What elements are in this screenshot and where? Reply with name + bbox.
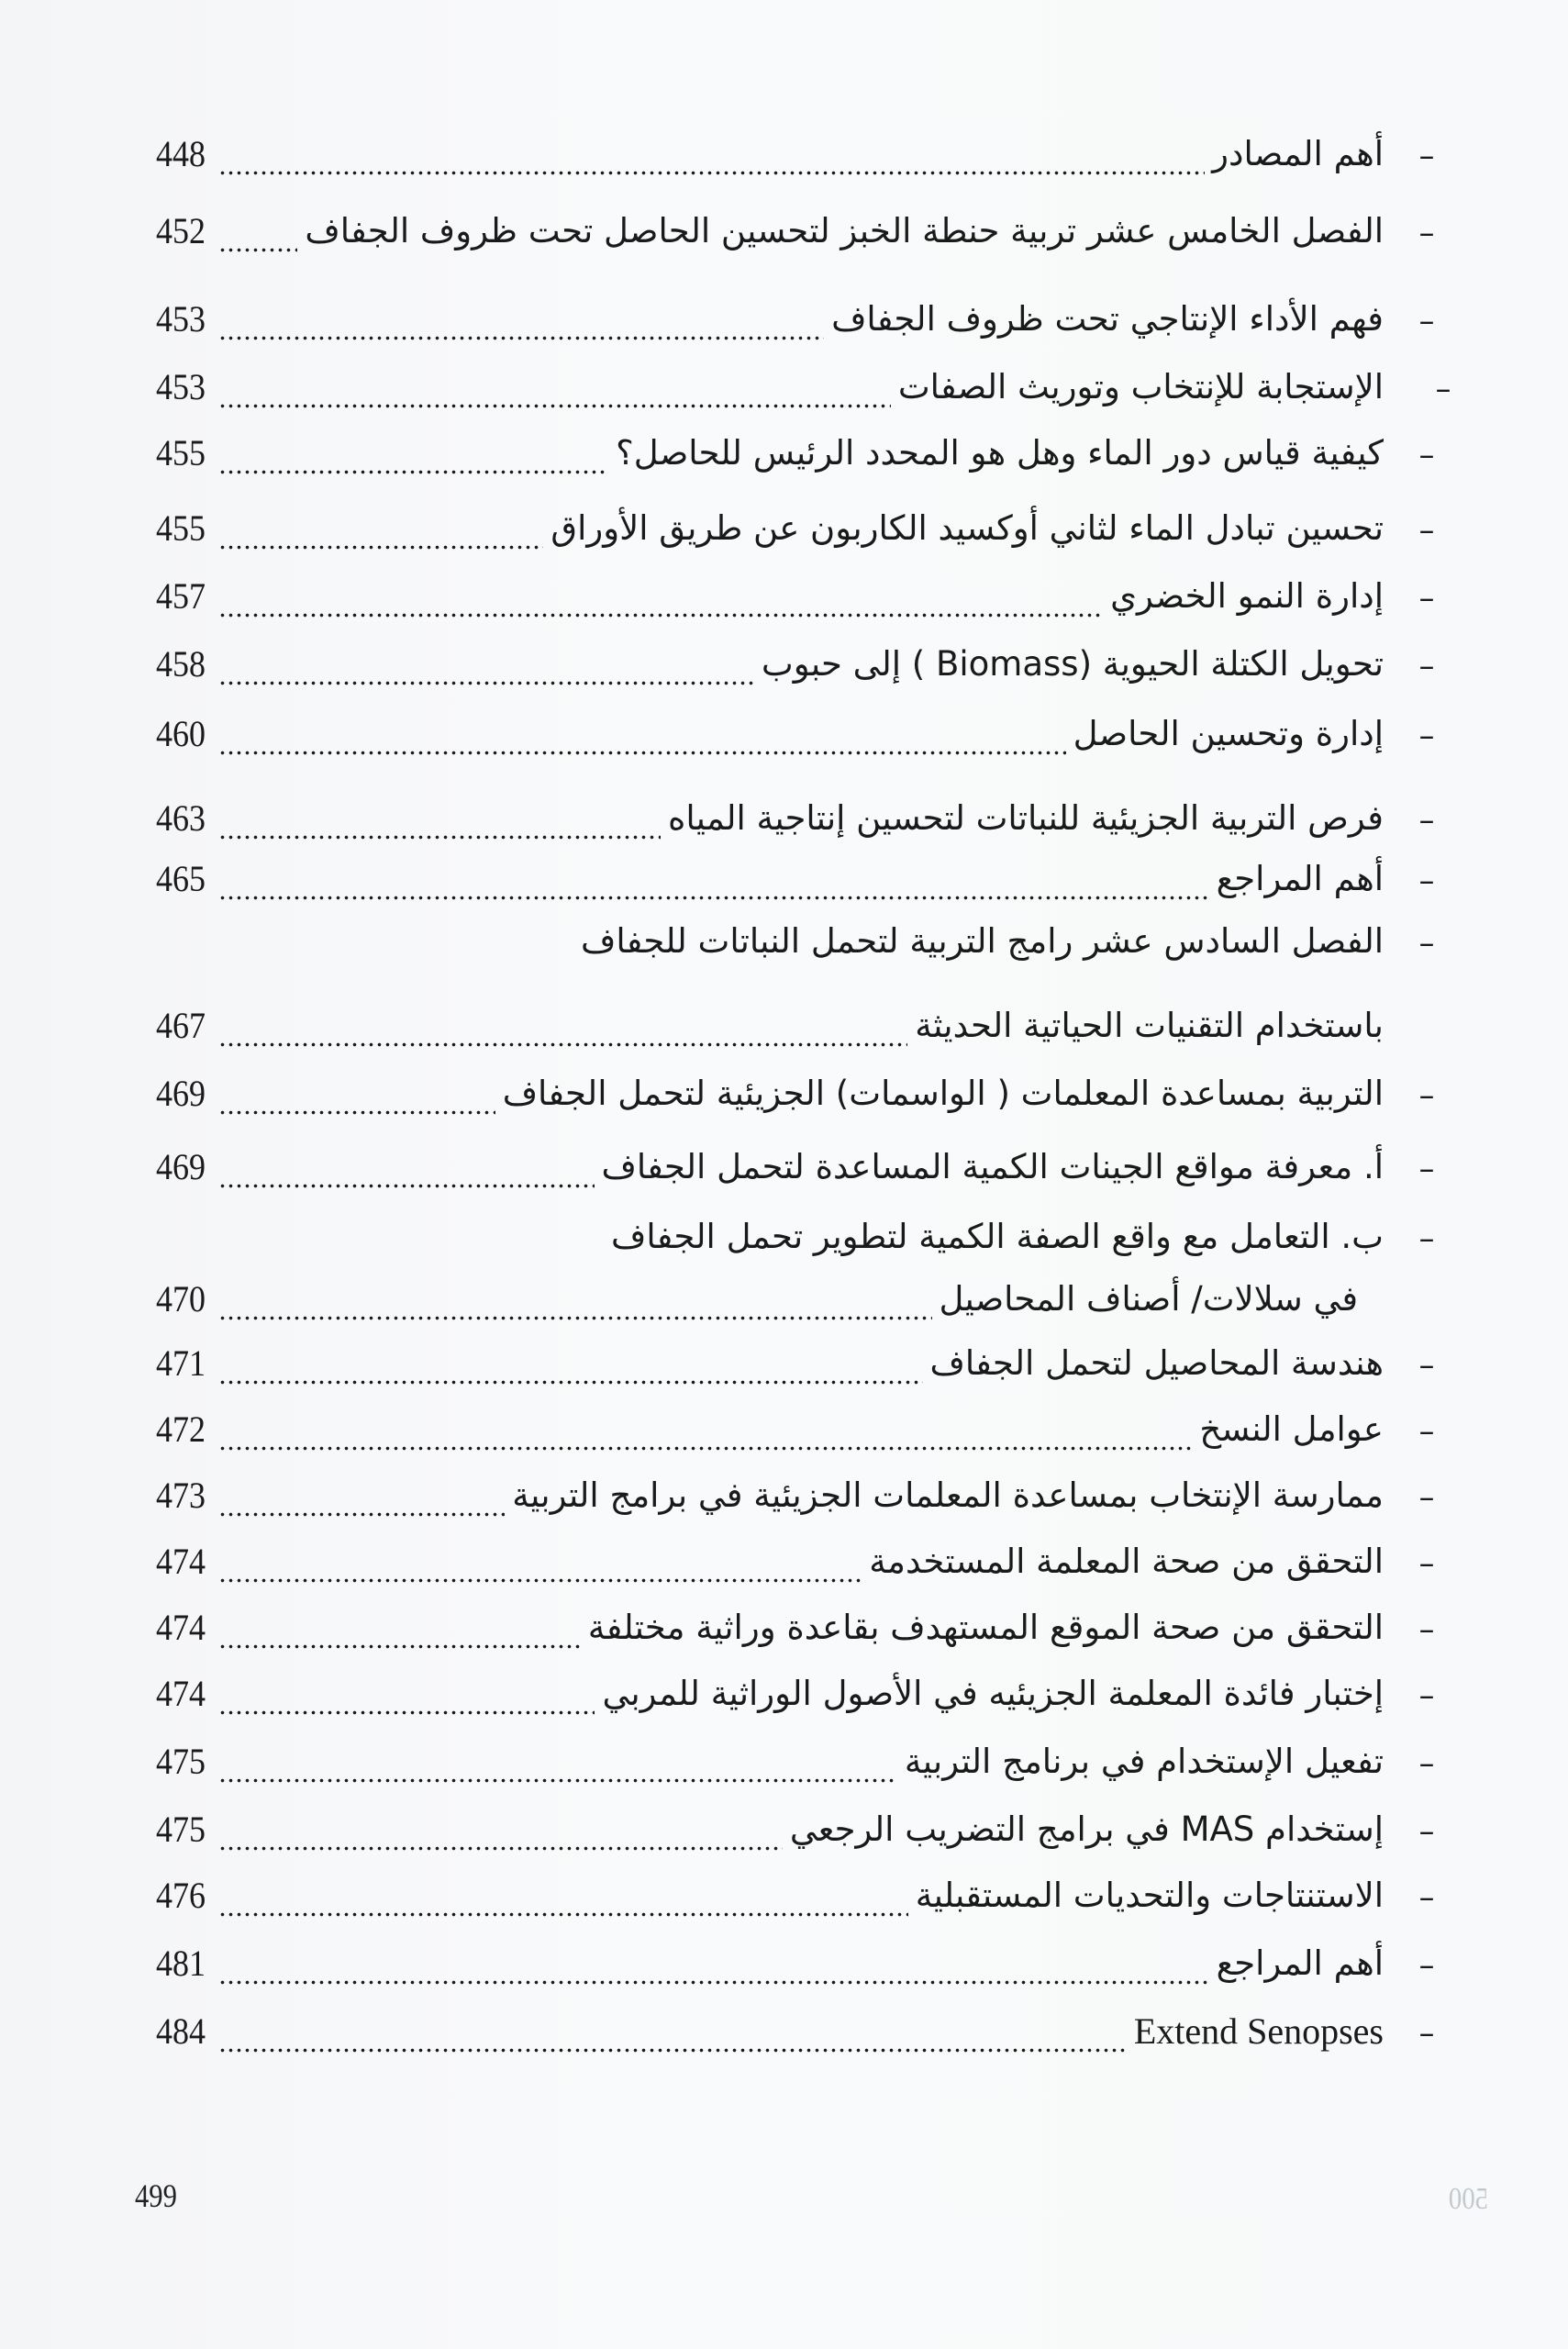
dot-leader bbox=[218, 791, 661, 846]
toc-entry-title: في سلالات/ أصناف المحاصيل bbox=[939, 1279, 1358, 1319]
toc-entry[interactable] bbox=[156, 569, 1440, 624]
toc-entry-title: أهم المراجع bbox=[1216, 1943, 1384, 1983]
toc-entry[interactable] bbox=[156, 1666, 1440, 1721]
dot-leader bbox=[218, 2004, 1127, 2059]
toc-entry[interactable] bbox=[156, 1336, 1440, 1391]
toc-page-number: 474 bbox=[156, 1541, 206, 1582]
toc-entry-title: هندسة المحاصيل لتحمل الجفاف bbox=[929, 1343, 1384, 1383]
toc-entry-title: الإستجابة للإنتخاب وتوريث الصفات bbox=[897, 367, 1384, 406]
toc-entry[interactable] bbox=[156, 914, 1440, 969]
bullet-dash: – bbox=[1418, 1677, 1435, 1714]
toc-entry[interactable] bbox=[156, 791, 1440, 846]
toc-page-number: 470 bbox=[156, 1278, 206, 1319]
bullet-dash: – bbox=[1418, 863, 1435, 899]
toc-page-number: 460 bbox=[156, 713, 206, 754]
toc-page-number: 455 bbox=[156, 432, 206, 473]
toc-entry[interactable] bbox=[156, 2004, 1440, 2059]
bullet-dash: – bbox=[1435, 371, 1451, 407]
bullet-dash: – bbox=[1418, 1413, 1435, 1450]
dot-leader bbox=[218, 1734, 897, 1789]
toc-entry[interactable] bbox=[156, 360, 1451, 415]
toc-page-number: 476 bbox=[156, 1875, 206, 1916]
bullet-dash: – bbox=[1418, 303, 1435, 340]
toc-page-number: 457 bbox=[156, 575, 206, 617]
dot-leader bbox=[218, 1468, 505, 1523]
bullet-dash: – bbox=[1418, 1745, 1435, 1782]
toc-entry[interactable] bbox=[156, 1936, 1440, 1991]
toc-entry-title: أهم المصادر bbox=[1212, 134, 1384, 173]
toc-page-number: 475 bbox=[156, 1741, 206, 1782]
toc-page-number: 463 bbox=[156, 797, 206, 839]
dot-leader bbox=[218, 501, 543, 556]
bullet-dash: – bbox=[1418, 802, 1435, 839]
toc-page-number: 481 bbox=[156, 1943, 206, 1984]
toc-page-number: 471 bbox=[156, 1342, 206, 1384]
toc-entry-title: إدارة وتحسين الحاصل bbox=[1073, 714, 1384, 753]
toc-page-number: 473 bbox=[156, 1475, 206, 1516]
bullet-dash: – bbox=[1418, 512, 1435, 549]
toc-entry-continuation[interactable] bbox=[156, 998, 1440, 1053]
bullet-dash: – bbox=[1418, 1545, 1435, 1582]
toc-entry-title: الفصل الخامس عشر تربية حنطة الخبز لتحسين الحاصل تحت ظروف الجفاف bbox=[305, 211, 1384, 250]
bullet-dash: – bbox=[1418, 1611, 1435, 1648]
bullet-dash: – bbox=[1418, 1151, 1435, 1187]
toc-entry-title: تفعيل الإستخدام في برنامج التربية bbox=[904, 1742, 1384, 1781]
toc-page-number: 469 bbox=[156, 1146, 206, 1187]
toc-page-number: 448 bbox=[156, 133, 206, 174]
toc-page-number: 469 bbox=[156, 1073, 206, 1114]
toc-page-number: 465 bbox=[156, 858, 206, 899]
toc-entry-title: أ. معرفة مواقع الجينات الكمية المساعدة لتحمل الجفاف bbox=[601, 1147, 1384, 1186]
toc-page-number: 453 bbox=[156, 366, 206, 407]
bullet-dash: – bbox=[1418, 580, 1435, 617]
bullet-dash: – bbox=[1418, 2015, 1435, 2052]
toc-entry[interactable] bbox=[156, 204, 1440, 259]
dot-leader bbox=[218, 1868, 908, 1923]
bullet-dash: – bbox=[1418, 1077, 1435, 1114]
dot-leader bbox=[218, 1402, 1192, 1457]
dot-leader bbox=[218, 1140, 595, 1195]
toc-entry[interactable] bbox=[156, 1534, 1440, 1589]
toc-entry[interactable] bbox=[156, 127, 1440, 182]
dot-leader bbox=[218, 1600, 581, 1655]
bullet-dash: – bbox=[1418, 1347, 1435, 1384]
toc-entry-title: إستخدام MAS في برامج التضريب الرجعي bbox=[789, 1809, 1384, 1849]
toc-entry[interactable] bbox=[156, 1468, 1440, 1523]
dot-leader bbox=[218, 1066, 495, 1121]
toc-entry[interactable] bbox=[156, 1209, 1440, 1264]
dot-leader bbox=[218, 1802, 783, 1857]
toc-entry[interactable] bbox=[156, 1066, 1440, 1121]
toc-entry-title: الاستنتاجات والتحديات المستقبلية bbox=[915, 1876, 1384, 1915]
bullet-dash: – bbox=[1418, 1479, 1435, 1516]
toc-entry[interactable] bbox=[156, 292, 1440, 347]
toc-entry-title: باستخدام التقنيات الحياتية الحديثة bbox=[915, 1006, 1384, 1045]
toc-page-number: 452 bbox=[156, 210, 206, 251]
toc-page-number: 472 bbox=[156, 1408, 206, 1450]
toc-page-number: 453 bbox=[156, 298, 206, 340]
toc-entry[interactable] bbox=[156, 1868, 1440, 1923]
dot-leader bbox=[218, 852, 1209, 907]
toc-entry-continuation[interactable] bbox=[156, 1272, 1440, 1327]
toc-page-number: 455 bbox=[156, 507, 206, 549]
dot-leader bbox=[218, 360, 891, 415]
bullet-dash: – bbox=[1418, 1813, 1435, 1850]
toc-entry[interactable] bbox=[156, 1402, 1440, 1457]
toc-entry-title: ممارسة الإنتخاب بمساعدة المعلمات الجزيئية في برامج التربية bbox=[512, 1475, 1384, 1515]
toc-page-number: 458 bbox=[156, 643, 206, 685]
toc-page-number: 475 bbox=[156, 1809, 206, 1850]
dot-leader bbox=[218, 998, 907, 1053]
toc-entry-title: كيفية قياس دور الماء وهل هو المحدد الرئيس للحاصل؟ bbox=[616, 433, 1384, 473]
toc-entry-title: عوامل النسخ bbox=[1199, 1409, 1384, 1449]
toc-entry-title: فرص التربية الجزيئية للنباتات لتحسين إنتاجية المياه bbox=[668, 798, 1384, 838]
bullet-dash: – bbox=[1418, 138, 1435, 174]
dot-leader bbox=[218, 1272, 932, 1327]
bullet-dash: – bbox=[1418, 215, 1435, 251]
dot-leader bbox=[218, 1936, 1209, 1991]
toc-entry[interactable] bbox=[156, 707, 1440, 762]
show-through-page-number: 500 bbox=[1448, 2182, 1489, 2216]
dot-leader bbox=[218, 1534, 862, 1589]
page-number: 499 bbox=[135, 2177, 177, 2214]
toc-page-number: 467 bbox=[156, 1005, 206, 1046]
dot-leader bbox=[218, 1666, 595, 1721]
toc-entry-title: التحقق من صحة المعلمة المستخدمة bbox=[869, 1542, 1384, 1581]
toc-entry[interactable] bbox=[156, 426, 1440, 481]
toc-page-number: 484 bbox=[156, 2010, 206, 2052]
toc-entry-title: الفصل السادس عشر رامج التربية لتحمل النباتات للجفاف bbox=[580, 921, 1384, 961]
toc-entry-title: فهم الأداء الإنتاجي تحت ظروف الجفاف bbox=[831, 299, 1384, 339]
toc-entry-title: تحويل الكتلة الحيوية (Biomass ) إلى حبوب bbox=[761, 644, 1384, 684]
dot-leader bbox=[218, 569, 1103, 624]
bullet-dash: – bbox=[1418, 1220, 1435, 1257]
toc-entry[interactable] bbox=[156, 1140, 1440, 1195]
bullet-dash: – bbox=[1418, 925, 1435, 962]
toc-entry-title: Extend Senopses bbox=[1133, 2010, 1384, 2052]
toc-entry-title: تحسين تبادل الماء لثاني أوكسيد الكاربون عن طريق الأوراق bbox=[550, 508, 1384, 548]
toc-entry[interactable] bbox=[156, 501, 1440, 556]
toc-entry-title: إختبار فائدة المعلمة الجزيئيه في الأصول الوراثية للمربي bbox=[602, 1674, 1384, 1713]
toc-page-number: 474 bbox=[156, 1607, 206, 1648]
bullet-dash: – bbox=[1418, 1947, 1435, 1984]
dot-leader bbox=[218, 1336, 923, 1391]
toc-entry-title: التحقق من صحة الموقع المستهدف بقاعدة وراثية مختلفة bbox=[587, 1608, 1384, 1647]
dot-leader bbox=[218, 204, 297, 259]
toc-entry-title: أهم المراجع bbox=[1216, 859, 1384, 898]
toc-entry-title: إدارة النمو الخضري bbox=[1110, 576, 1384, 616]
dot-leader bbox=[218, 426, 608, 481]
toc-entry[interactable] bbox=[156, 1600, 1440, 1655]
toc-entry[interactable] bbox=[156, 1802, 1440, 1857]
dot-leader bbox=[218, 707, 1066, 762]
toc-entry-title: التربية بمساعدة المعلمات ( الواسمات) الجزيئية لتحمل الجفاف bbox=[502, 1074, 1384, 1113]
bullet-dash: – bbox=[1418, 648, 1435, 685]
toc-entry[interactable] bbox=[156, 1734, 1440, 1789]
toc-entry-title: ب. التعامل مع واقع الصفة الكمية لتطوير تحمل الجفاف bbox=[611, 1217, 1384, 1256]
dot-leader bbox=[218, 637, 754, 692]
toc-entry[interactable] bbox=[156, 852, 1440, 907]
bullet-dash: – bbox=[1418, 437, 1435, 473]
dot-leader bbox=[218, 127, 1205, 182]
dot-leader bbox=[218, 292, 824, 347]
bullet-dash: – bbox=[1418, 1879, 1435, 1916]
toc-entry[interactable] bbox=[156, 637, 1440, 692]
toc-page-number: 474 bbox=[156, 1673, 206, 1714]
bullet-dash: – bbox=[1418, 718, 1435, 754]
